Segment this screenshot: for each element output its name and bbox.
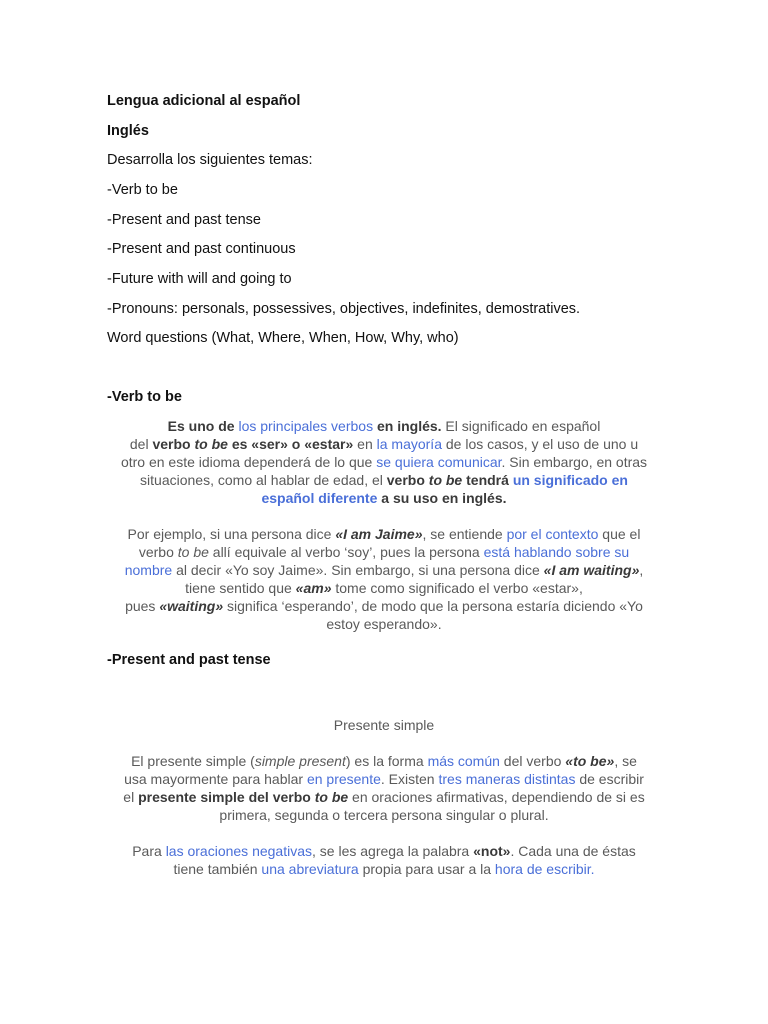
text-run: Es uno de (167, 418, 239, 434)
inline-link[interactable]: un significado en (512, 472, 628, 488)
text-run: significa ‘esperando’, de modo que la persona estaría diciendo «Yo (223, 598, 643, 614)
text-run: . Cada una de éstas (510, 843, 636, 859)
present-paragraph-1 (104, 752, 664, 824)
inline-link[interactable]: hora de escribir (494, 861, 591, 877)
text-run: allí equivale al verbo ‘soy’, pues la persona (208, 544, 484, 560)
text-run: el (123, 789, 139, 805)
text-run: El presente simple ( (131, 753, 255, 769)
instruction-text: Desarrolla los siguientes temas: (107, 152, 313, 168)
text-run: de los casos, y el uso de uno u (441, 436, 639, 452)
text-run: estoy esperando». (326, 616, 442, 632)
text-run: . Existen (380, 771, 439, 787)
inline-link[interactable]: por el contexto (506, 526, 599, 542)
text-run: en (353, 436, 377, 452)
verb-to-be-paragraph-2 (104, 525, 664, 633)
topic-item: -Pronouns: personals, possessives, objectives, indefinites, demostratives. (107, 301, 581, 317)
text-run: propia para usar a la (358, 861, 495, 877)
text-run: . Sin embargo, en otras (501, 454, 648, 470)
inline-link[interactable]: español diferente (261, 490, 378, 506)
inline-link[interactable]: en presente (306, 771, 381, 787)
topic-item: -Verb to be (107, 182, 178, 198)
text-run: de escribir (575, 771, 644, 787)
text-run: otro en este idioma dependerá de lo que (120, 454, 377, 470)
text-run: , se entiende (422, 526, 507, 542)
inline-link[interactable]: tres maneras distintas (438, 771, 576, 787)
text-run: «not» (473, 843, 511, 859)
subheading-presente-simple: Presente simple (333, 717, 435, 733)
text-run: tiene sentido que (185, 580, 296, 596)
inline-link[interactable]: está hablando sobre su (483, 544, 630, 560)
inline-link[interactable]: la mayoría (376, 436, 442, 452)
text-run: verbo (386, 472, 429, 488)
text-run: en inglés. (373, 418, 442, 434)
present-paragraph-2 (104, 842, 664, 878)
text-run: tome como significado el verbo «estar», (331, 580, 583, 596)
inline-link[interactable]: los principales verbos (238, 418, 374, 434)
text-run: verbo (138, 544, 178, 560)
inline-link[interactable]: más común (427, 753, 500, 769)
text-run: ) es la forma (345, 753, 428, 769)
inline-link[interactable]: las oraciones negativas (165, 843, 312, 859)
text-run: , se (614, 753, 637, 769)
text-run: usa mayormente para hablar (124, 771, 307, 787)
topic-item: -Present and past continuous (107, 241, 296, 257)
text-run: «I am waiting» (543, 562, 640, 578)
text-run: Para (132, 843, 166, 859)
inline-link[interactable]: se quiera comunicar (376, 454, 502, 470)
topic-item: Word questions (What, Where, When, How, Why, who) (107, 330, 459, 346)
text-run: to be (194, 436, 228, 452)
text-run: que el (598, 526, 641, 542)
section-heading-present-past: -Present and past tense (107, 652, 271, 668)
text-run: presente simple del verbo (138, 789, 315, 805)
text-run: pues (125, 598, 160, 614)
section-heading-verb-to-be: -Verb to be (107, 389, 182, 405)
text-run: al decir «Yo soy Jaime». Sin embargo, si una persona dice (172, 562, 544, 578)
text-run: situaciones, como al hablar de edad, el (140, 472, 387, 488)
text-run: to be (314, 789, 349, 805)
text-run: , se les agrega la palabra (312, 843, 474, 859)
text-run: verbo (152, 436, 195, 452)
text-run: to be (177, 544, 209, 560)
inline-link[interactable]: nombre (124, 562, 173, 578)
text-run: , (639, 562, 644, 578)
inline-link[interactable]: una abreviatura (261, 861, 359, 877)
language-title: Inglés (107, 123, 149, 139)
subject-title: Lengua adicional al español (107, 93, 301, 109)
text-run: simple present (254, 753, 346, 769)
topic-item: -Present and past tense (107, 212, 261, 228)
text-run: «to be» (565, 753, 615, 769)
text-run: primera, segunda o tercera persona singular o plural. (219, 807, 549, 823)
text-run: «am» (295, 580, 332, 596)
text-run: es «ser» o «estar» (227, 436, 354, 452)
text-run: a su uso en inglés. (377, 490, 507, 506)
topic-item: -Future with will and going to (107, 271, 292, 287)
text-run: tendrá (462, 472, 513, 488)
text-run: del verbo (499, 753, 566, 769)
text-run: en oraciones afirmativas, dependiendo de si es (348, 789, 645, 805)
text-run: El significado en español (441, 418, 601, 434)
verb-to-be-paragraph-1 (104, 417, 664, 507)
text-run: to be (428, 472, 463, 488)
text-run: . (590, 861, 595, 877)
text-run: tiene también (173, 861, 262, 877)
text-run: del (129, 436, 153, 452)
text-run: «waiting» (159, 598, 224, 614)
text-run: Por ejemplo, si una persona dice (127, 526, 336, 542)
text-run: «I am Jaime» (335, 526, 423, 542)
